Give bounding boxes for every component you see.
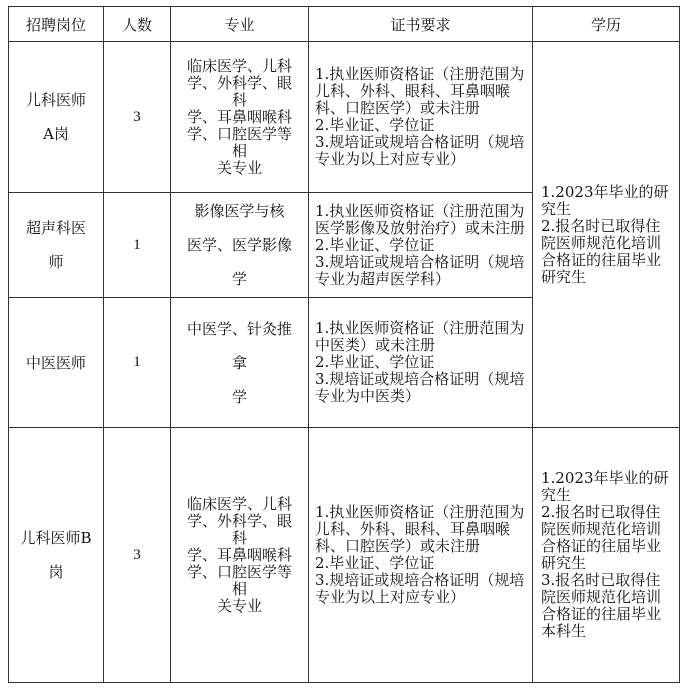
- recruitment-table: [8, 6, 680, 683]
- education-cell-b: 1.2023年毕业的研究生 2.报名时已取得住院医师规范化培训合格证的往届毕业研究生 3.报名时已取得住院医师规范化培训合格证的往届毕业本科生: [533, 428, 680, 683]
- count-cell: 1: [104, 193, 171, 298]
- education-cell-merged: 1.2023年毕业的研究生 2.报名时已取得住院医师规范化培训合格证的往届毕业研究生: [533, 42, 680, 428]
- table-row: [9, 42, 680, 193]
- position-cell: 超声科医 师: [9, 193, 104, 298]
- certificate-cell: 1.执业医师资格证（注册范围为医学影像及放射治疗）或未注册 2.毕业证、学位证 3.规培证或规培合格证明（规培专业为超声医学科）: [309, 193, 533, 298]
- count-cell: 3: [104, 42, 171, 193]
- certificate-cell: 1.执业医师资格证（注册范围为儿科、外科、眼科、耳鼻咽喉科、口腔医学）或未注册 2.毕业证、学位证 3.规培证或规培合格证明（规培专业为以上对应专业）: [309, 428, 533, 683]
- count-cell: 3: [104, 428, 171, 683]
- header-count: 人数: [104, 7, 171, 42]
- table-row: [9, 428, 680, 683]
- position-cell: 儿科医师 A岗: [9, 42, 104, 193]
- certificate-cell: 1.执业医师资格证（注册范围为中医类）或未注册 2.毕业证、学位证 3.规培证或规培合格证明（规培专业为中医类）: [309, 298, 533, 428]
- major-cell: 临床医学、儿科 学、外科学、眼 科 学、耳鼻咽喉科 学、口腔医学等 相 关专业: [171, 42, 309, 193]
- position-cell: 中医医师: [9, 298, 104, 428]
- major-cell: 中医学、针灸推 拿 学: [171, 298, 309, 428]
- position-cell: 儿科医师B 岗: [9, 428, 104, 683]
- major-cell: 影像医学与核 医学、医学影像 学: [171, 193, 309, 298]
- header-position: 招聘岗位: [9, 7, 104, 42]
- header-major: 专业: [171, 7, 309, 42]
- certificate-cell: 1.执业医师资格证（注册范围为儿科、外科、眼科、耳鼻咽喉科、口腔医学）或未注册 2.毕业证、学位证 3.规培证或规培合格证明（规培专业为以上对应专业）: [309, 42, 533, 193]
- header-certificate: 证书要求: [309, 7, 533, 42]
- header-row: [9, 7, 680, 42]
- count-cell: 1: [104, 298, 171, 428]
- header-education: 学历: [533, 7, 680, 42]
- major-cell: 临床医学、儿科 学、外科学、眼 科 学、耳鼻咽喉科 学、口腔医学等 相 关专业: [171, 428, 309, 683]
